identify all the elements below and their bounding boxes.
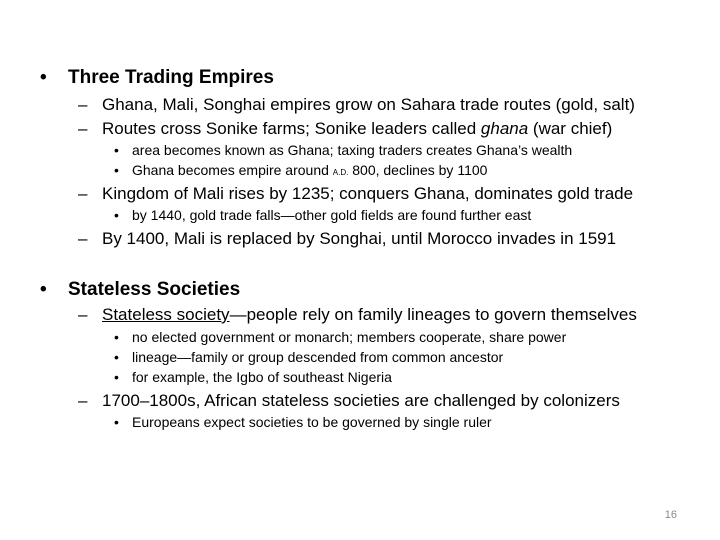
bullet-item [78,185,633,202]
bullet-text: (war chief) [528,119,613,138]
bullet-item [78,120,612,137]
dot-marker: • [114,369,119,385]
bullet-text: Ghana, Mali, Songhai empires grow on Sahara trade routes (gold, salt) [102,95,635,114]
dot-marker: • [114,142,119,158]
dot-marker: • [114,207,119,223]
bullet-item [78,96,635,113]
dash-marker: – [78,184,88,203]
sub-bullet-item [114,415,492,429]
emphasis-term: ghana [480,119,529,138]
section-title: Three Trading Empires [68,67,274,88]
sub-bullet-text: 800, declines by 1100 [348,162,488,178]
sub-bullet-text: lineage—family or group descended from common ancestor [132,349,504,365]
bullet-item [78,306,637,323]
bullet-marker: • [40,279,47,300]
bullet-item [78,230,616,247]
section-stateless-societies [40,280,240,299]
dot-marker: • [114,329,119,345]
page-number: 16 [664,509,677,521]
sub-bullet-text: no elected government or monarch; members cooperate, share power [132,329,567,345]
dash-marker: – [78,305,88,324]
small-caps-era: A.D. [332,168,349,177]
section-three-trading-empires [40,68,274,87]
dash-marker: – [78,391,88,410]
sub-bullet-text: area becomes known as Ghana; taxing traders creates Ghana’s wealth [132,142,573,158]
section-title: Stateless Societies [68,279,241,300]
bullet-text: Kingdom of Mali rises by 1235; conquers Ghana, dominates gold trade [102,184,634,203]
dot-marker: • [114,349,119,365]
dot-marker: • [114,414,119,430]
bullet-text: Routes cross Sonike farms; Sonike leaders called [102,119,481,138]
dash-marker: – [78,229,88,248]
key-term: Stateless society [102,305,230,324]
sub-bullet-item [114,143,572,157]
sub-bullet-text: by 1440, gold trade falls—other gold fields are found further east [132,207,532,223]
sub-bullet-item [114,350,503,364]
sub-bullet-text: Ghana becomes empire around [132,162,333,178]
sub-bullet-item [114,163,487,177]
sub-bullet-item [114,370,392,384]
bullet-text: —people rely on family lineages to govern themselves [229,305,637,324]
sub-bullet-item [114,330,566,344]
dash-marker: – [78,95,88,114]
bullet-marker: • [40,67,47,88]
dot-marker: • [114,162,119,178]
bullet-text: 1700–1800s, African stateless societies are challenged by colonizers [102,391,620,410]
bullet-item [78,392,620,409]
sub-bullet-text: Europeans expect societies to be governed by single ruler [132,414,492,430]
dash-marker: – [78,119,88,138]
sub-bullet-text: for example, the Igbo of southeast Nigeria [132,369,392,385]
bullet-text: By 1400, Mali is replaced by Songhai, until Morocco invades in 1591 [102,229,617,248]
sub-bullet-item [114,208,531,222]
